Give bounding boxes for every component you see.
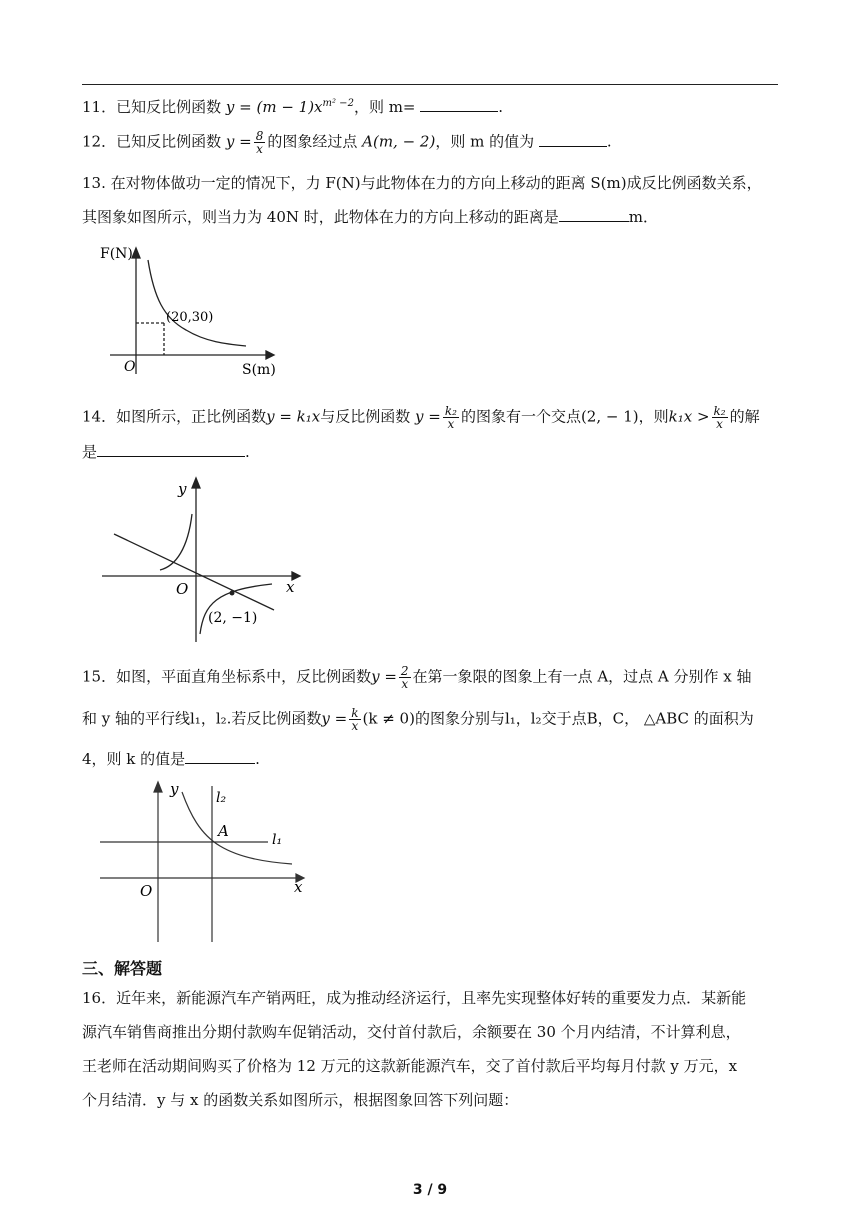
section-heading: 三、解答题 xyxy=(82,959,163,978)
header-rule xyxy=(82,84,778,85)
question-16-line3: 王老师在活动期间购买了价格为 12 万元的这款新能源汽车，交了首付款后平均每月付款 y 万元，x xyxy=(82,1057,738,1075)
q15-y-axis-label: y xyxy=(170,780,179,798)
answer-blank-12[interactable] xyxy=(539,132,607,147)
q15-origin-label: O xyxy=(140,882,153,900)
question-15-line1: 15．如图，平面直角坐标系中，反比例函数y = $\frac{2}{x}$ 在第一象限的图象上有一点 A，过点 A 分别作 x 轴 xyxy=(82,664,752,691)
q14-graph xyxy=(96,474,306,646)
q14-point-label: (2, −1) xyxy=(208,610,258,626)
question-13-line2: 其图象如图所示，则当力为 40N 时，此物体在力的方向上移动的距离是 m． xyxy=(82,208,658,226)
q13-point-label: (20,30) xyxy=(166,310,214,325)
q15-x-axis-label: x xyxy=(294,878,303,896)
answer-blank-11[interactable] xyxy=(420,97,498,112)
question-15-line2: 和 y 轴的平行线l₁，l₂.若反比例函数y = $\frac{k}{x}$ (k ≠ 0)的图象分别与l₁，l₂交于点B，C， △ABC 的面积为 xyxy=(82,706,754,733)
question-12: 12．已知反比例函数 y = $\frac{8}{x}$ 的图象经过点 A(m, − 2)，则 m 的值为 . xyxy=(82,129,612,156)
question-14-line1: 14．如图所示，正比例函数y = k₁x与反比例函数 y = $\frac{\text{k₂}}{x}$ 的图象有一个交点(2, − 1)，则k₁x > $\frac{\text{k₂}}{x}$ 的解 xyxy=(82,404,760,431)
q14-x-axis-label: x xyxy=(286,578,295,596)
question-15-line3: 4，则 k 的值是 . xyxy=(82,750,260,768)
q13-y-axis-label: F(N) xyxy=(100,246,133,262)
q14-intersection-point xyxy=(230,591,235,596)
q13-x-axis-label: S(m) xyxy=(242,362,276,378)
q15-graph xyxy=(96,778,312,946)
q14-y-axis-label: y xyxy=(178,480,187,498)
page-number: 3 / 9 xyxy=(412,1182,448,1198)
answer-blank-14[interactable] xyxy=(97,442,245,457)
answer-blank-15[interactable] xyxy=(185,749,255,764)
question-13-line1: 13. 在对物体做功一定的情况下，力 F(N)与此物体在力的方向上移动的距离 S(m)成反比例函数关系， xyxy=(82,174,762,192)
q14-origin-label: O xyxy=(176,580,189,598)
question-11: 11．已知反比例函数 $y = (m - 1)x^{m^2 -2}$，则 m= . xyxy=(82,98,504,116)
q15-point-a-label: A xyxy=(218,822,229,840)
q15-l1-label: l₁ xyxy=(272,832,283,848)
answer-blank-13[interactable] xyxy=(559,207,629,222)
question-16-line2: 源汽车销售商推出分期付款购车促销活动，交付首付款后，余额要在 30 个月内结清，不计算利息， xyxy=(82,1023,741,1041)
q13-origin-label: O xyxy=(124,359,136,375)
question-14-line2: 是 . xyxy=(82,443,250,461)
q13-graph xyxy=(96,238,296,380)
q15-l2-label: l₂ xyxy=(216,790,227,806)
question-16-line1: 16．近年来，新能源汽车产销两旺，成为推动经济运行，且率先实现整体好转的重要发力点．某新能 xyxy=(82,989,747,1007)
question-16-line4: 个月结清．y 与 x 的函数关系如图所示，根据图象回答下列问题： xyxy=(82,1091,519,1109)
